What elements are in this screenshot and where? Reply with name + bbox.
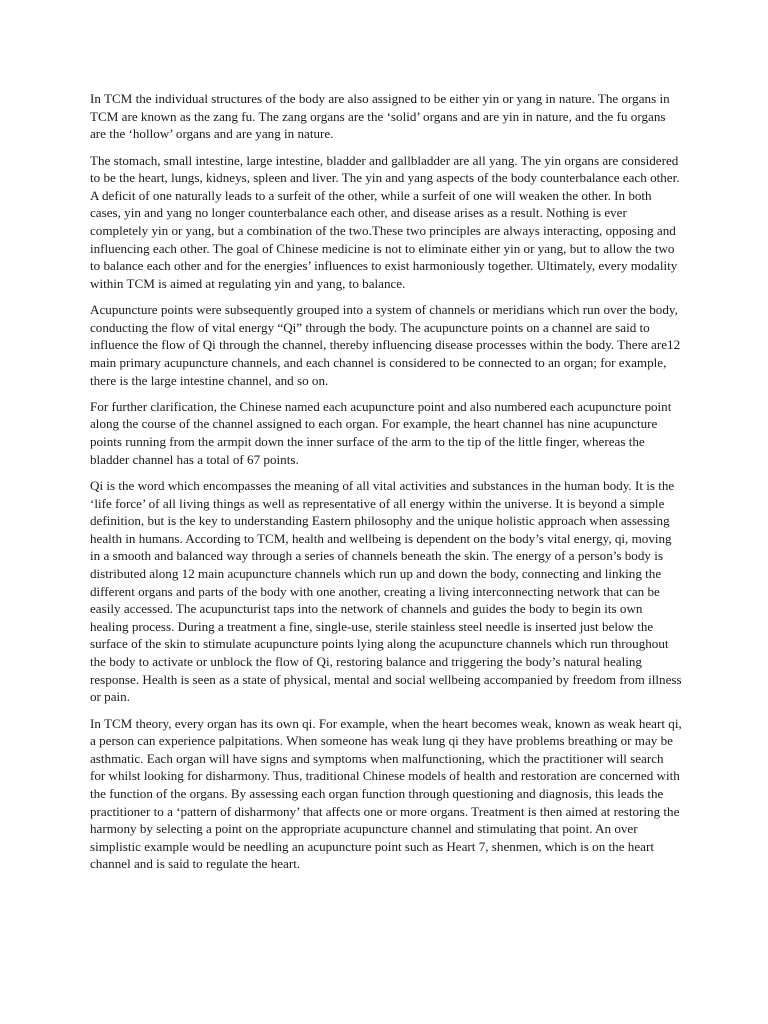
paragraph-organ-qi: In TCM theory, every organ has its own qi. For example, when the heart becomes weak, known as weak heart qi, a person can experience palpitations. When someone has weak lung qi they have problems breathing or may be asthmatic. Each organ will have signs and symptoms when malfunctioning, which the practitioner will search for whilst looking for disharmony. Thus, traditional Chinese models of health and restoration are concerned with the function of the organs. By assessing each organ function through questioning and diagnosis, this leads the practitioner to a ‘pattern of disharmony’ that affects one or more organs. Treatment is then aimed at restoring the harmony by selecting a point on the appropriate acupuncture channel and stimulating that point. An over simplistic example would be needling an acupuncture point such as Heart 7, shenmen, which is on the heart channel and is said to regulate the heart. — [90, 715, 682, 872]
document-page — [90, 90, 682, 882]
paragraph-zang-fu: In TCM the individual structures of the body are also assigned to be either yin or yang in nature. The organs in TCM are known as the zang fu. The zang organs are the ‘solid’ organs and are yin in nature, and the fu organs are the ‘hollow’ organs and are yang in nature. — [90, 91, 670, 142]
paragraph-yin-yang-organs: The stomach, small intestine, large intestine, bladder and gallbladder are all yang. The yin organs are considered to be the heart, lungs, kidneys, spleen and liver. The yin and yang aspects of the body counterbalance each other. A deficit of one naturally leads to a surfeit of the other, while a surfeit of one will weaken the other. In both cases, yin and yang no longer counterbalance each other, and disease arises as a result. Nothing is ever completely yin or yang, but a combination of the two.These two principles are always interacting, opposing and influencing each other. The goal of Chinese medicine is not to eliminate either yin or yang, but to allow the two to balance each other and for the energies’ influences to exist harmoniously together. Ultimately, every modality within TCM is aimed at regulating yin and yang, to balance. — [90, 152, 680, 291]
paragraph-point-numbering: For further clarification, the Chinese named each acupuncture point and also numbered each acupuncture point along the course of the channel assigned to each organ. For example, the heart channel has nine acupuncture points running from the armpit down the inner surface of the arm to the tip of the little finger, whereas the bladder channel has a total of 67 points. — [90, 398, 672, 467]
paragraph-channels: Acupuncture points were subsequently grouped into a system of channels or meridians which run over the body, conducting the flow of vital energy “Qi” through the body. The acupuncture points on a channel are said to influence the flow of Qi through the channel, thereby influencing disease processes within the body. There are12 main primary acupuncture channels, and each channel is considered to be connected to an organ; for example, there is the large intestine channel, and so on. — [90, 302, 681, 388]
paragraph-qi: Qi is the word which encompasses the meaning of all vital activities and substances in the human body. It is the ‘life force’ of all living things as well as representative of all energy within the universe. It is beyond a simple definition, but is the key to understanding Eastern philosophy and the unique holistic approach when assessing health in humans. According to TCM, health and wellbeing is dependent on the body’s vital energy, qi, moving in a smooth and balanced way through a series of channels beneath the skin. The energy of a person’s body is distributed along 12 main acupuncture channels which run up and down the body, connecting and linking the different organs and parts of the body with one another, creating a living interconnecting network that can be easily accessed. The acupuncturist taps into the network of channels and guides the body to begin its own healing process. During a treatment a fine, single-use, sterile stainless steel needle is inserted just below the surface of the skin to stimulate acupuncture points lying along the acupuncture channels which run throughout the body to activate or unblock the flow of Qi, restoring balance and triggering the body’s natural healing response. Health is seen as a state of physical, mental and social wellbeing accompanied by freedom from illness or pain. — [90, 478, 682, 705]
